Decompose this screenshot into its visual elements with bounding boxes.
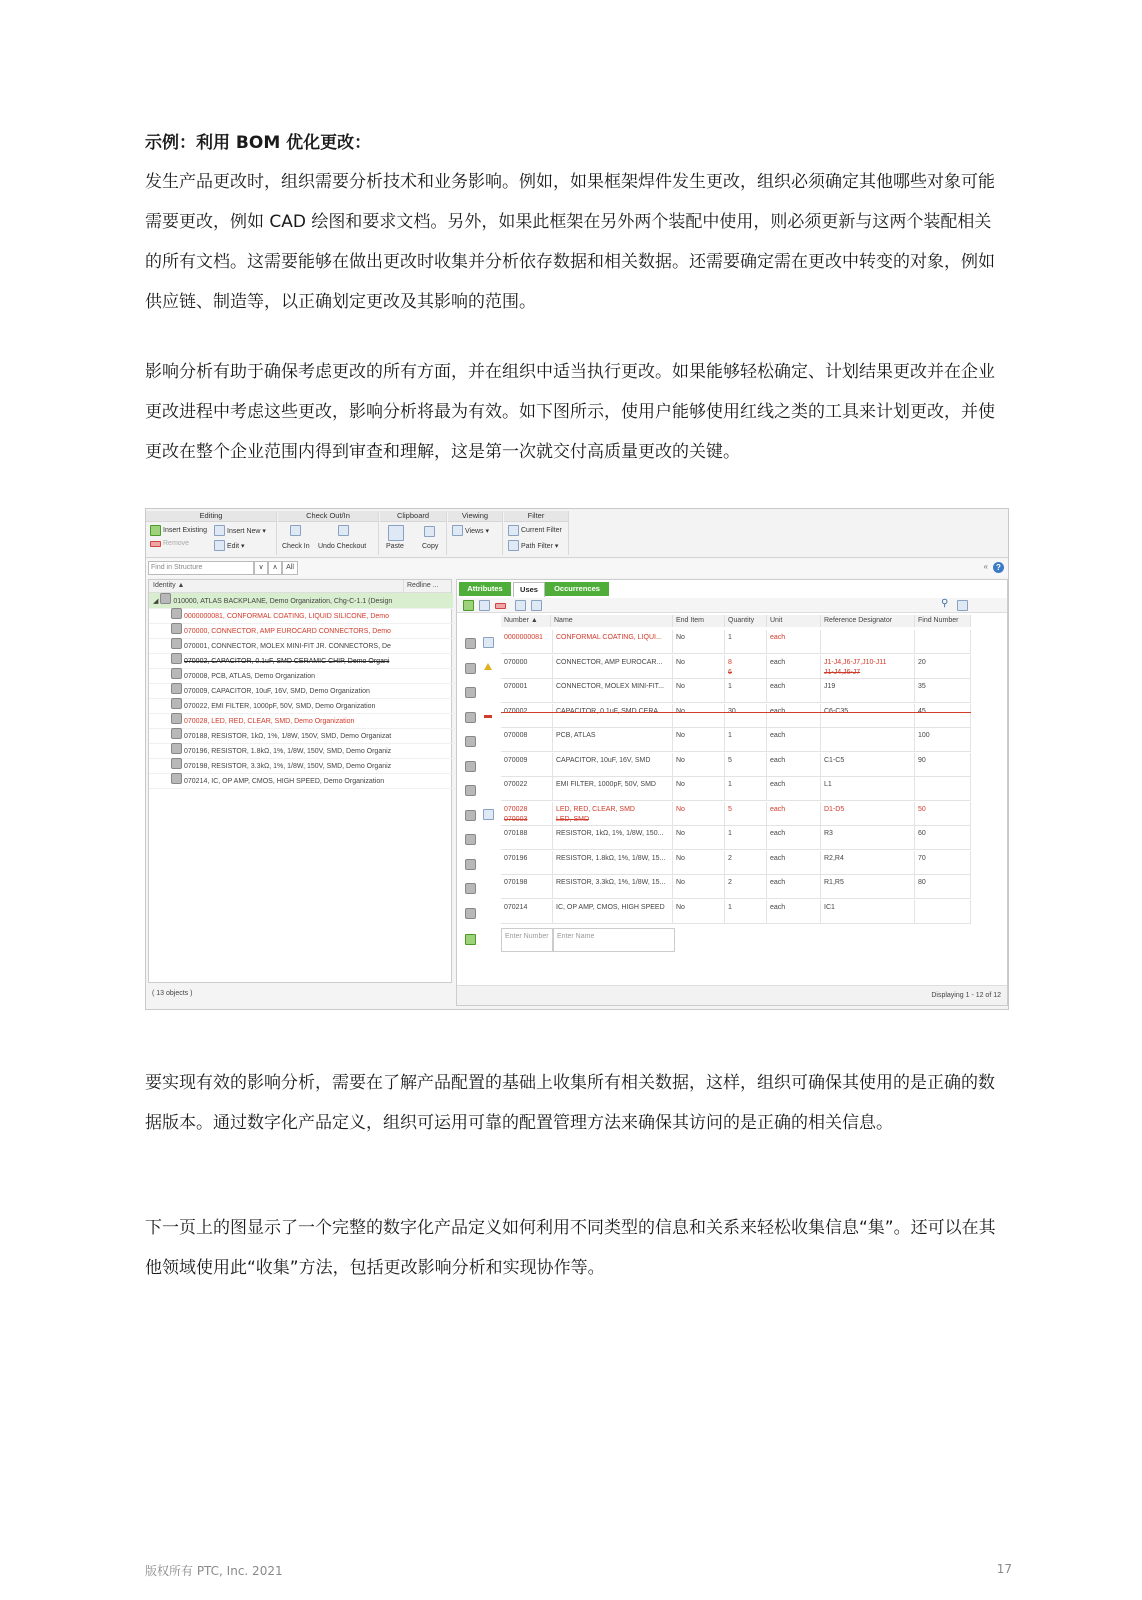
tree-row[interactable]: 070022, EMI FILTER, 1000pF, 50V, SMD, Demo Organization	[149, 698, 471, 714]
table-cell-qty: 5	[725, 753, 767, 777]
part-icon	[171, 698, 182, 709]
search-icon[interactable]: ⚲	[941, 598, 949, 609]
find-all-button[interactable]: All	[282, 561, 298, 575]
part-icon	[465, 834, 476, 845]
tree-row[interactable]: 070001, CONNECTOR, MOLEX MINI-FIT JR. CONNECTORS, De	[149, 638, 471, 654]
table-cell-end: No	[673, 728, 725, 752]
part-icon	[465, 712, 476, 723]
collapse-icon[interactable]: «	[983, 562, 988, 571]
part-icon	[465, 663, 476, 674]
table-cell-qty: 8 6	[725, 655, 767, 679]
table-cell-ref: J19	[821, 679, 915, 703]
table-cell-end: No	[673, 753, 725, 777]
find-up-button[interactable]: ∧	[268, 561, 282, 575]
tree-row[interactable]: 070028, LED, RED, CLEAR, SMD, Demo Organization	[149, 713, 471, 729]
table-cell-ref: R1,R5	[821, 875, 915, 899]
part-icon	[171, 623, 182, 634]
table-cell-qty: 2	[725, 851, 767, 875]
table-cell-number: 070001	[501, 679, 553, 703]
table-cell-ref: IC1	[821, 900, 915, 924]
part-icon	[465, 859, 476, 870]
add-row-icon[interactable]	[465, 934, 476, 945]
table-cell-ref: R2,R4	[821, 851, 915, 875]
check-in-button[interactable]: Check In	[282, 543, 310, 550]
table-cell-number: 070028 070003	[501, 802, 553, 826]
remove-icon[interactable]	[495, 603, 506, 609]
name-column-header[interactable]: Name	[551, 615, 673, 627]
replace-icon[interactable]	[515, 600, 526, 611]
tab-occurrences[interactable]: Occurrences	[545, 582, 609, 596]
removed-icon	[484, 715, 492, 718]
table-cell-end: No	[673, 630, 725, 654]
paragraph-2: 影响分析有助于确保考虑更改的所有方面，并在组织中适当执行更改。如果能够轻松确定、计划结果更改并在企业更改进程中考虑这些更改，影响分析将最为有效。如下图所示，使用户能够使用红线之类的工具来计划更改，并使更改在整个企业范围内得到审查和理解，这是第一次就交付高质量更改的关键。	[145, 362, 995, 462]
table-cell-unit: each	[767, 728, 821, 752]
table-cell-qty: 5	[725, 802, 767, 826]
table-cell-name: CONNECTOR, MOLEX MINI-FIT...	[553, 679, 673, 703]
table-cell-ref: J1-J4,J6-J7,J10-J11 J1-J4,J6-J7	[821, 655, 915, 679]
redline-column-header[interactable]: Redline ...	[403, 580, 439, 592]
part-icon	[465, 638, 476, 649]
edit-icon[interactable]	[531, 600, 542, 611]
identity-column-header[interactable]: Identity ▲	[153, 582, 185, 589]
tab-attributes[interactable]: Attributes	[459, 582, 511, 596]
tree-object-count: ( 13 objects )	[148, 983, 450, 1005]
views-button[interactable]: Views ▾	[452, 525, 489, 536]
replaced-icon	[483, 637, 494, 648]
table-cell-ref	[821, 630, 915, 654]
insert-existing-button[interactable]: Insert Existing	[150, 525, 207, 536]
tree-row[interactable]: 070009, CAPACITOR, 10uF, 16V, SMD, Demo Organization	[149, 683, 471, 699]
part-icon	[465, 761, 476, 772]
table-cell-unit: each	[767, 679, 821, 703]
table-cell-end: No	[673, 826, 725, 850]
tree-row[interactable]: 070196, RESISTOR, 1.8kΩ, 1%, 1/8W, 150V, SMD, Demo Organiz	[149, 743, 471, 759]
page-number: 17	[996, 1562, 1012, 1576]
table-cell-number: 070000	[501, 655, 553, 679]
part-icon	[465, 883, 476, 894]
edit-button[interactable]: Edit ▾	[214, 540, 245, 551]
ribbon-group-viewing: Viewing Views ▾	[448, 511, 503, 555]
table-cell-find: 60	[915, 826, 971, 850]
pencil-icon	[214, 540, 225, 551]
paragraph-4: 下一页上的图显示了一个完整的数字化产品定义如何利用不同类型的信息和关系来轻松收集信息“集”。还可以在其他领域使用此“收集”方法，包括更改影响分析和实现协作等。	[145, 1218, 996, 1278]
table-cell-name: LED, RED, CLEAR, SMD LED, SMD	[553, 802, 673, 826]
paragraph-1: 发生产品更改时，组织需要分析技术和业务影响。例如，如果框架焊件发生更改，组织必须确定其他哪些对象可能需要更改，例如 CAD 绘图和要求文档。另外，如果此框架在另外两个装配中使用，则必须更新与这两个装配相关的所有文档。这需要能够在做出更改时收集并分析依存数据和相关数据。还需要确定需在更改中转变的对象，例如供应链、制造等，以正确划定更改及其影响的范围。	[145, 172, 995, 312]
table-cell-number: 070214	[501, 900, 553, 924]
part-icon	[171, 713, 182, 724]
table-cell-name: RESISTOR, 1.8kΩ, 1%, 1/8W, 15...	[553, 851, 673, 875]
table-cell-number	[501, 704, 553, 728]
path-filter-icon	[508, 540, 519, 551]
table-cell-qty: 1	[725, 900, 767, 924]
table-cell-end: No	[673, 679, 725, 703]
table-cell-ref: D1-D5	[821, 802, 915, 826]
part-icon	[171, 758, 182, 769]
table-cell-name: PCB, ATLAS	[553, 728, 673, 752]
table-cell-number: 070008	[501, 728, 553, 752]
tree-header	[149, 580, 451, 593]
path-filter-button[interactable]: Path Filter ▾	[508, 540, 558, 551]
tree-row[interactable]: 070000, CONNECTOR, AMP EUROCARD CONNECTORS, Demo	[149, 623, 471, 639]
part-icon	[171, 608, 182, 619]
part-icon	[171, 773, 182, 784]
paste-button[interactable]: Paste	[386, 543, 404, 550]
displaying-count: Displaying 1 - 12 of 12	[457, 985, 1007, 1005]
footer-copyright: 版权所有 PTC, Inc. 2021	[145, 1564, 283, 1578]
redline-strike	[501, 712, 971, 713]
find-in-structure-input[interactable]: Find in Structure	[148, 561, 254, 575]
table-cell-name	[553, 704, 673, 728]
table-cell-unit: each	[767, 655, 821, 679]
table-cell-ref: R3	[821, 826, 915, 850]
table-cell-end: No	[673, 875, 725, 899]
table-cell-number: 0000000081	[501, 630, 553, 654]
new-part-icon	[214, 525, 225, 536]
warning-icon	[484, 663, 492, 670]
table-cell-ref	[821, 728, 915, 752]
table-cell-name: CAPACITOR, 10uF, 16V, SMD	[553, 753, 673, 777]
paragraph-3: 要实现有效的影响分析，需要在了解产品配置的基础上收集所有相关数据，这样，组织可确保其使用的是正确的数据版本。通过数字化产品定义，组织可运用可靠的配置管理方法来确保其访问的是正确的相关信息。	[145, 1073, 995, 1133]
table-cell-end: No	[673, 851, 725, 875]
remove-icon	[150, 541, 161, 547]
table-cell-name: RESISTOR, 3.3kΩ, 1%, 1/8W, 15...	[553, 875, 673, 899]
table-cell-qty: 1	[725, 679, 767, 703]
structure-tree	[148, 579, 452, 983]
part-icon	[171, 668, 182, 679]
table-cell-name: CONFORMAL COATING, LIQUI...	[553, 630, 673, 654]
table-cell-qty: 1	[725, 630, 767, 654]
undo-checkout-icon	[338, 525, 349, 536]
table-cell-qty	[725, 704, 767, 728]
part-icon	[171, 728, 182, 739]
table-cell-number: 070188	[501, 826, 553, 850]
table-cell-find: 90	[915, 753, 971, 777]
tree-row[interactable]: 070002, CAPACITOR, 0.1uF, SMD CERAMIC CHIP, Demo Organi	[149, 653, 471, 669]
table-cell-unit: each	[767, 777, 821, 801]
table-cell-find: 70	[915, 851, 971, 875]
table-cell-number: 070198	[501, 875, 553, 899]
table-cell-name: RESISTOR, 1kΩ, 1%, 1/8W, 150...	[553, 826, 673, 850]
part-icon	[465, 908, 476, 919]
table-cell-find	[915, 630, 971, 654]
table-cell-ref: C1-C5	[821, 753, 915, 777]
ribbon-group-clipboard: Clipboard Paste Copy	[380, 511, 447, 555]
current-filter-button[interactable]: Current Filter	[508, 525, 562, 536]
part-icon	[171, 638, 182, 649]
insert-new-button[interactable]: Insert New ▾	[214, 525, 266, 536]
table-cell-end: No	[673, 802, 725, 826]
table-cell-ref	[821, 704, 915, 728]
reference-designator-column-header[interactable]: Reference Designator	[821, 615, 915, 627]
table-cell-unit: each	[767, 900, 821, 924]
tree-row[interactable]: 0000000081, CONFORMAL COATING, LIQUID SILICONE, Demo	[149, 608, 471, 624]
table-cell-end: No	[673, 777, 725, 801]
table-cell-end	[673, 704, 725, 728]
table-cell-unit: each	[767, 802, 821, 826]
tab-uses[interactable]: Uses	[513, 582, 545, 597]
ribbon-group-editing: Editing Insert Existing Insert New ▾ Remove Edit ▾	[146, 511, 277, 555]
ribbon-toolbar	[146, 509, 1008, 558]
number-column-header[interactable]: Number ▲	[501, 615, 551, 627]
enter-name-input[interactable]: Enter Name	[553, 928, 675, 952]
add-icon[interactable]	[463, 600, 474, 611]
table-cell-number: 070009	[501, 753, 553, 777]
table-cell-find	[915, 704, 971, 728]
table-cell-name: IC, OP AMP, CMOS, HIGH SPEED	[553, 900, 673, 924]
table-cell-qty: 2	[725, 875, 767, 899]
remove-button[interactable]: Remove	[150, 540, 189, 547]
tree-row[interactable]: 070198, RESISTOR, 3.3kΩ, 1%, 1/8W, 150V, SMD, Demo Organiz	[149, 758, 471, 774]
find-down-button[interactable]: ∨	[254, 561, 268, 575]
table-cell-unit: each	[767, 753, 821, 777]
quantity-column-header[interactable]: Quantity	[725, 615, 767, 627]
tree-root-row[interactable]: ◢ 010000, ATLAS BACKPLANE, Demo Organization, Chg-C-1.1 (Design	[149, 593, 453, 609]
table-cell-name: CONNECTOR, AMP EUROCAR...	[553, 655, 673, 679]
ribbon-group-filter: Filter Current Filter Path Filter ▾	[504, 511, 569, 555]
views-icon	[452, 525, 463, 536]
table-cell-end: No	[673, 655, 725, 679]
section-heading: 示例：利用 BOM 优化更改：	[145, 133, 372, 153]
find-number-column-header[interactable]: Find Number	[915, 615, 971, 627]
table-cell-find: 100	[915, 728, 971, 752]
table-view-icon[interactable]	[957, 600, 968, 611]
unit-column-header[interactable]: Unit	[767, 615, 821, 627]
part-icon	[465, 736, 476, 747]
table-cell-number: 070196	[501, 851, 553, 875]
tree-row[interactable]: 070214, IC, OP AMP, CMOS, HIGH SPEED, Demo Organization	[149, 773, 471, 789]
table-cell-find: 50	[915, 802, 971, 826]
find-bar	[146, 559, 1008, 577]
enter-number-input[interactable]: Enter Number	[501, 928, 553, 952]
paste-icon	[388, 525, 404, 541]
table-cell-name: EMI FILTER, 1000pF, 50V, SMD	[553, 777, 673, 801]
table-cell-unit	[767, 704, 821, 728]
part-icon	[171, 683, 182, 694]
table-cell-qty: 1	[725, 777, 767, 801]
table-cell-find: 20	[915, 655, 971, 679]
details-panel	[456, 579, 1008, 1006]
table-cell-unit: each	[767, 851, 821, 875]
copy-button[interactable]: Copy	[422, 543, 439, 550]
assembly-icon	[160, 593, 171, 604]
table-cell-qty: 1	[725, 826, 767, 850]
table-cell-find: 35	[915, 679, 971, 703]
help-icon[interactable]: ?	[993, 562, 1004, 573]
undo-checkout-button[interactable]: Undo Checkout	[318, 543, 367, 550]
part-icon	[465, 810, 476, 821]
part-icon	[465, 785, 476, 796]
ribbon-group-checkout: Check Out/In Check In Undo Checkout	[278, 511, 379, 555]
uses-toolbar	[457, 598, 1007, 613]
tree-row[interactable]: 070188, RESISTOR, 1kΩ, 1%, 1/8W, 150V, SMD, Demo Organizat	[149, 728, 471, 744]
filter-icon	[508, 525, 519, 536]
table-cell-find: 80	[915, 875, 971, 899]
part-icon	[171, 653, 182, 664]
bom-screenshot	[145, 508, 1009, 1010]
insert-icon[interactable]	[479, 600, 490, 611]
end-item-column-header[interactable]: End Item	[673, 615, 725, 627]
table-cell-number: 070022	[501, 777, 553, 801]
table-cell-unit: each	[767, 875, 821, 899]
part-icon	[171, 743, 182, 754]
copy-icon	[424, 526, 435, 537]
check-in-icon	[290, 525, 301, 536]
tree-row[interactable]: 070008, PCB, ATLAS, Demo Organization	[149, 668, 471, 684]
table-cell-unit: each	[767, 630, 821, 654]
plus-icon	[150, 525, 161, 536]
table-cell-find	[915, 900, 971, 924]
table-cell-ref: L1	[821, 777, 915, 801]
table-cell-find	[915, 777, 971, 801]
table-cell-qty: 1	[725, 728, 767, 752]
table-cell-unit: each	[767, 826, 821, 850]
part-icon	[465, 687, 476, 698]
table-cell-end: No	[673, 900, 725, 924]
replaced-icon	[483, 809, 494, 820]
